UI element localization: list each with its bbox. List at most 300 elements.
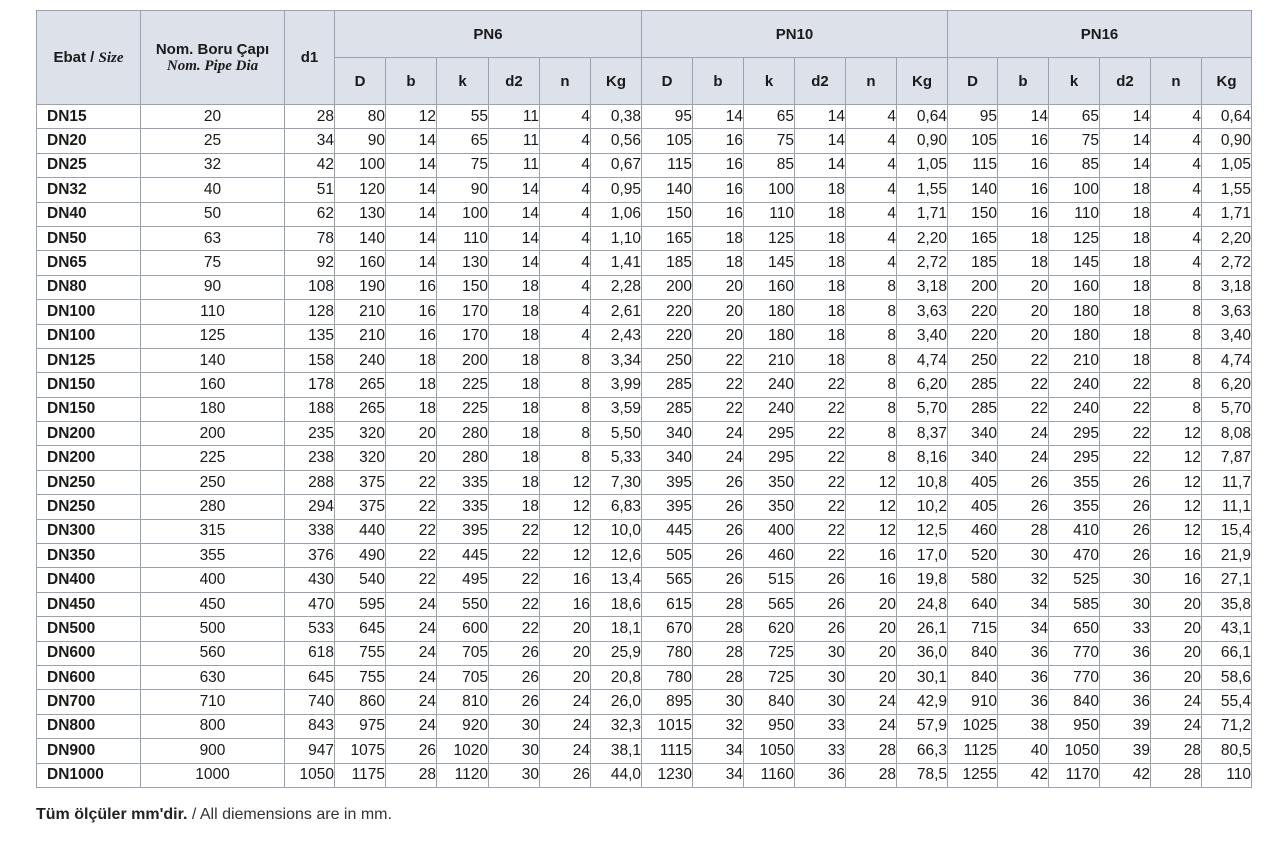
value-cell: 28	[693, 665, 744, 689]
value-cell: 7,30	[591, 470, 642, 494]
value-cell: 130	[335, 202, 386, 226]
nominal-dia-cell: 280	[141, 495, 285, 519]
value-cell: 30	[795, 665, 846, 689]
value-cell: 1075	[335, 739, 386, 763]
value-cell: 1,55	[897, 178, 948, 202]
header-row-groups	[37, 11, 1252, 58]
value-cell: 340	[948, 422, 998, 446]
value-cell: 160	[744, 275, 795, 299]
nominal-dia-cell: 25	[141, 129, 285, 153]
value-cell: 110	[1049, 202, 1100, 226]
value-cell: 165	[948, 226, 998, 250]
value-cell: 22	[489, 617, 540, 641]
value-cell: 21,9	[1202, 544, 1252, 568]
value-cell: 95	[948, 105, 998, 129]
value-cell: 18	[795, 275, 846, 299]
value-cell: 145	[1049, 251, 1100, 275]
size-cell: DN250	[37, 495, 141, 519]
value-cell: 8	[540, 446, 591, 470]
value-cell: 22	[795, 495, 846, 519]
nominal-dia-cell: 315	[141, 519, 285, 543]
value-cell: 8	[1151, 397, 1202, 421]
value-cell: 20	[693, 324, 744, 348]
value-cell: 26	[1100, 495, 1151, 519]
d1-column-header: d1	[285, 11, 335, 105]
value-cell: 115	[642, 153, 693, 177]
value-cell: 110	[744, 202, 795, 226]
value-cell: 1,55	[1202, 178, 1252, 202]
size-cell: DN25	[37, 153, 141, 177]
value-cell: 130	[437, 251, 489, 275]
value-cell: 895	[642, 690, 693, 714]
value-cell: 26	[693, 568, 744, 592]
size-column-header: Ebat / Size	[37, 11, 141, 105]
value-cell: 14	[489, 226, 540, 250]
value-cell: 1125	[948, 739, 998, 763]
value-cell: 34	[285, 129, 335, 153]
value-cell: 355	[1049, 470, 1100, 494]
value-cell: 8	[1151, 324, 1202, 348]
value-cell: 185	[642, 251, 693, 275]
size-cell: DN1000	[37, 763, 141, 787]
value-cell: 10,8	[897, 470, 948, 494]
size-cell: DN600	[37, 665, 141, 689]
value-cell: 1115	[642, 739, 693, 763]
value-cell: 180	[744, 324, 795, 348]
value-cell: 947	[285, 739, 335, 763]
subcolumn-header-b: b	[998, 58, 1049, 105]
value-cell: 340	[642, 446, 693, 470]
value-cell: 285	[948, 397, 998, 421]
value-cell: 615	[642, 592, 693, 616]
value-cell: 705	[437, 641, 489, 665]
value-cell: 22	[1100, 373, 1151, 397]
table-row	[37, 470, 1252, 494]
value-cell: 20	[386, 422, 437, 446]
nominal-dia-cell: 125	[141, 324, 285, 348]
value-cell: 3,40	[1202, 324, 1252, 348]
value-cell: 18	[489, 348, 540, 372]
value-cell: 26	[1100, 519, 1151, 543]
nominal-dia-cell: 355	[141, 544, 285, 568]
value-cell: 770	[1049, 665, 1100, 689]
value-cell: 210	[744, 348, 795, 372]
value-cell: 36	[1100, 690, 1151, 714]
value-cell: 22	[489, 592, 540, 616]
value-cell: 18	[1100, 178, 1151, 202]
value-cell: 4	[846, 105, 897, 129]
value-cell: 32	[998, 568, 1049, 592]
value-cell: 26	[795, 592, 846, 616]
subcolumn-header-kg: Kg	[1202, 58, 1252, 105]
value-cell: 840	[948, 641, 998, 665]
value-cell: 20	[1151, 641, 1202, 665]
value-cell: 780	[642, 641, 693, 665]
value-cell: 4	[1151, 105, 1202, 129]
value-cell: 24	[540, 714, 591, 738]
size-cell: DN450	[37, 592, 141, 616]
pn6-group-header: PN6	[335, 11, 642, 58]
value-cell: 288	[285, 470, 335, 494]
table-row	[37, 300, 1252, 324]
value-cell: 950	[1049, 714, 1100, 738]
value-cell: 18,1	[591, 617, 642, 641]
value-cell: 715	[948, 617, 998, 641]
value-cell: 14	[795, 105, 846, 129]
value-cell: 755	[335, 641, 386, 665]
value-cell: 4	[540, 178, 591, 202]
value-cell: 18	[795, 202, 846, 226]
value-cell: 8	[540, 397, 591, 421]
value-cell: 30	[489, 739, 540, 763]
value-cell: 14	[795, 153, 846, 177]
value-cell: 2,20	[1202, 226, 1252, 250]
subcolumn-header-n: n	[540, 58, 591, 105]
nominal-dia-cell: 710	[141, 690, 285, 714]
value-cell: 235	[285, 422, 335, 446]
value-cell: 250	[948, 348, 998, 372]
value-cell: 8	[1151, 373, 1202, 397]
nominal-dia-cell: 560	[141, 641, 285, 665]
value-cell: 0,64	[1202, 105, 1252, 129]
table-row	[37, 617, 1252, 641]
value-cell: 90	[437, 178, 489, 202]
nominal-dia-cell: 63	[141, 226, 285, 250]
value-cell: 910	[948, 690, 998, 714]
value-cell: 24	[386, 617, 437, 641]
value-cell: 20	[693, 300, 744, 324]
value-cell: 565	[642, 568, 693, 592]
value-cell: 26	[489, 641, 540, 665]
footnote: Tüm ölçüler mm'dir. / All diemensions are in mm.	[36, 806, 392, 823]
nominal-dia-cell: 900	[141, 739, 285, 763]
size-cell: DN150	[37, 397, 141, 421]
table-row	[37, 348, 1252, 372]
value-cell: 13,4	[591, 568, 642, 592]
value-cell: 1,06	[591, 202, 642, 226]
value-cell: 1,10	[591, 226, 642, 250]
value-cell: 740	[285, 690, 335, 714]
value-cell: 3,59	[591, 397, 642, 421]
value-cell: 12	[540, 519, 591, 543]
value-cell: 40	[998, 739, 1049, 763]
value-cell: 20	[998, 300, 1049, 324]
value-cell: 950	[744, 714, 795, 738]
value-cell: 30	[1100, 592, 1151, 616]
value-cell: 645	[285, 665, 335, 689]
table-row	[37, 324, 1252, 348]
value-cell: 340	[642, 422, 693, 446]
value-cell: 30	[1100, 568, 1151, 592]
value-cell: 240	[744, 397, 795, 421]
value-cell: 14	[489, 251, 540, 275]
value-cell: 4	[540, 226, 591, 250]
value-cell: 22	[1100, 397, 1151, 421]
value-cell: 445	[642, 519, 693, 543]
nominal-dia-cell: 200	[141, 422, 285, 446]
value-cell: 2,72	[897, 251, 948, 275]
value-cell: 3,40	[897, 324, 948, 348]
table-row	[37, 714, 1252, 738]
value-cell: 140	[948, 178, 998, 202]
value-cell: 32,3	[591, 714, 642, 738]
size-cell: DN700	[37, 690, 141, 714]
value-cell: 24,8	[897, 592, 948, 616]
value-cell: 12,6	[591, 544, 642, 568]
nominal-dia-cell: 40	[141, 178, 285, 202]
table-row	[37, 129, 1252, 153]
table-row	[37, 446, 1252, 470]
value-cell: 14	[1100, 153, 1151, 177]
value-cell: 22	[998, 397, 1049, 421]
subcolumn-header-d: D	[335, 58, 386, 105]
value-cell: 295	[744, 422, 795, 446]
value-cell: 355	[1049, 495, 1100, 519]
value-cell: 265	[335, 373, 386, 397]
value-cell: 2,61	[591, 300, 642, 324]
size-cell: DN20	[37, 129, 141, 153]
value-cell: 7,87	[1202, 446, 1252, 470]
value-cell: 92	[285, 251, 335, 275]
size-cell: DN250	[37, 470, 141, 494]
value-cell: 4	[540, 129, 591, 153]
value-cell: 14	[1100, 105, 1151, 129]
value-cell: 24	[386, 714, 437, 738]
value-cell: 62	[285, 202, 335, 226]
value-cell: 22	[386, 495, 437, 519]
value-cell: 66,1	[1202, 641, 1252, 665]
value-cell: 12,5	[897, 519, 948, 543]
value-cell: 280	[437, 446, 489, 470]
value-cell: 8	[846, 300, 897, 324]
value-cell: 115	[948, 153, 998, 177]
value-cell: 376	[285, 544, 335, 568]
value-cell: 200	[948, 275, 998, 299]
nominal-dia-cell: 250	[141, 470, 285, 494]
table-row	[37, 275, 1252, 299]
size-cell: DN300	[37, 519, 141, 543]
value-cell: 27,1	[1202, 568, 1252, 592]
value-cell: 1175	[335, 763, 386, 787]
value-cell: 440	[335, 519, 386, 543]
value-cell: 22	[795, 422, 846, 446]
value-cell: 645	[335, 617, 386, 641]
value-cell: 16	[1151, 568, 1202, 592]
value-cell: 285	[948, 373, 998, 397]
value-cell: 36	[1100, 665, 1151, 689]
value-cell: 12	[540, 470, 591, 494]
value-cell: 1230	[642, 763, 693, 787]
value-cell: 20	[1151, 665, 1202, 689]
value-cell: 22	[795, 519, 846, 543]
value-cell: 12	[846, 495, 897, 519]
value-cell: 11	[489, 105, 540, 129]
value-cell: 18	[998, 251, 1049, 275]
value-cell: 22	[489, 568, 540, 592]
value-cell: 238	[285, 446, 335, 470]
value-cell: 20	[846, 665, 897, 689]
value-cell: 16	[846, 544, 897, 568]
subcolumn-header-kg: Kg	[897, 58, 948, 105]
value-cell: 405	[948, 495, 998, 519]
value-cell: 1,71	[1202, 202, 1252, 226]
value-cell: 22	[693, 397, 744, 421]
size-cell: DN80	[37, 275, 141, 299]
value-cell: 24	[540, 690, 591, 714]
value-cell: 28	[693, 617, 744, 641]
value-cell: 75	[437, 153, 489, 177]
value-cell: 36	[795, 763, 846, 787]
value-cell: 16	[386, 324, 437, 348]
value-cell: 240	[1049, 397, 1100, 421]
value-cell: 11,7	[1202, 470, 1252, 494]
value-cell: 14	[489, 178, 540, 202]
value-cell: 33	[1100, 617, 1151, 641]
value-cell: 2,43	[591, 324, 642, 348]
value-cell: 14	[693, 105, 744, 129]
value-cell: 26	[489, 665, 540, 689]
value-cell: 16	[998, 202, 1049, 226]
value-cell: 38,1	[591, 739, 642, 763]
value-cell: 220	[948, 324, 998, 348]
value-cell: 335	[437, 470, 489, 494]
value-cell: 18	[489, 300, 540, 324]
value-cell: 240	[335, 348, 386, 372]
value-cell: 600	[437, 617, 489, 641]
value-cell: 28	[846, 739, 897, 763]
value-cell: 618	[285, 641, 335, 665]
value-cell: 295	[1049, 446, 1100, 470]
size-cell: DN40	[37, 202, 141, 226]
value-cell: 20	[846, 592, 897, 616]
table-row	[37, 763, 1252, 787]
value-cell: 840	[948, 665, 998, 689]
value-cell: 55	[437, 105, 489, 129]
value-cell: 470	[1049, 544, 1100, 568]
value-cell: 10,0	[591, 519, 642, 543]
value-cell: 0,38	[591, 105, 642, 129]
value-cell: 3,18	[897, 275, 948, 299]
value-cell: 200	[437, 348, 489, 372]
value-cell: 18	[489, 324, 540, 348]
value-cell: 22	[795, 544, 846, 568]
value-cell: 16	[693, 202, 744, 226]
value-cell: 65	[744, 105, 795, 129]
value-cell: 705	[437, 665, 489, 689]
value-cell: 20	[540, 641, 591, 665]
value-cell: 22	[795, 373, 846, 397]
value-cell: 585	[1049, 592, 1100, 616]
value-cell: 975	[335, 714, 386, 738]
table-row	[37, 373, 1252, 397]
value-cell: 26	[540, 763, 591, 787]
value-cell: 540	[335, 568, 386, 592]
value-cell: 100	[437, 202, 489, 226]
value-cell: 22	[386, 544, 437, 568]
value-cell: 4	[540, 324, 591, 348]
value-cell: 4	[540, 251, 591, 275]
value-cell: 1050	[744, 739, 795, 763]
value-cell: 18	[489, 397, 540, 421]
value-cell: 55,4	[1202, 690, 1252, 714]
value-cell: 95	[642, 105, 693, 129]
value-cell: 24	[1151, 714, 1202, 738]
size-cell: DN32	[37, 178, 141, 202]
value-cell: 3,99	[591, 373, 642, 397]
value-cell: 90	[335, 129, 386, 153]
size-cell: DN800	[37, 714, 141, 738]
subcolumn-header-k: k	[1049, 58, 1100, 105]
value-cell: 19,8	[897, 568, 948, 592]
value-cell: 375	[335, 470, 386, 494]
value-cell: 8	[846, 324, 897, 348]
subcolumn-header-kg: Kg	[591, 58, 642, 105]
value-cell: 24	[386, 665, 437, 689]
subcolumn-header-d2: d2	[1100, 58, 1151, 105]
value-cell: 335	[437, 495, 489, 519]
subcolumn-header-b: b	[386, 58, 437, 105]
value-cell: 4	[846, 178, 897, 202]
value-cell: 2,72	[1202, 251, 1252, 275]
value-cell: 460	[744, 544, 795, 568]
value-cell: 4	[846, 129, 897, 153]
value-cell: 6,20	[1202, 373, 1252, 397]
value-cell: 28	[386, 763, 437, 787]
value-cell: 36,0	[897, 641, 948, 665]
value-cell: 150	[437, 275, 489, 299]
value-cell: 375	[335, 495, 386, 519]
value-cell: 15,4	[1202, 519, 1252, 543]
value-cell: 26	[489, 690, 540, 714]
value-cell: 18	[386, 373, 437, 397]
size-cell: DN400	[37, 568, 141, 592]
value-cell: 20	[540, 665, 591, 689]
nominal-dia-cell: 450	[141, 592, 285, 616]
value-cell: 188	[285, 397, 335, 421]
value-cell: 30	[795, 641, 846, 665]
value-cell: 145	[744, 251, 795, 275]
value-cell: 670	[642, 617, 693, 641]
value-cell: 18	[998, 226, 1049, 250]
table-row	[37, 592, 1252, 616]
value-cell: 2,28	[591, 275, 642, 299]
value-cell: 18	[1100, 324, 1151, 348]
value-cell: 20	[1151, 592, 1202, 616]
size-cell: DN65	[37, 251, 141, 275]
nominal-dia-cell: 75	[141, 251, 285, 275]
value-cell: 32	[693, 714, 744, 738]
value-cell: 160	[335, 251, 386, 275]
pn10-group-header: PN10	[642, 11, 948, 58]
value-cell: 10,2	[897, 495, 948, 519]
value-cell: 8	[846, 373, 897, 397]
value-cell: 11	[489, 153, 540, 177]
value-cell: 0,64	[897, 105, 948, 129]
value-cell: 44,0	[591, 763, 642, 787]
value-cell: 38	[998, 714, 1049, 738]
value-cell: 8	[846, 446, 897, 470]
value-cell: 12	[846, 470, 897, 494]
size-cell: DN150	[37, 373, 141, 397]
value-cell: 42	[998, 763, 1049, 787]
value-cell: 110	[437, 226, 489, 250]
value-cell: 26,0	[591, 690, 642, 714]
value-cell: 140	[642, 178, 693, 202]
subcolumn-header-k: k	[437, 58, 489, 105]
table-row	[37, 226, 1252, 250]
value-cell: 20,8	[591, 665, 642, 689]
value-cell: 18	[1100, 202, 1151, 226]
